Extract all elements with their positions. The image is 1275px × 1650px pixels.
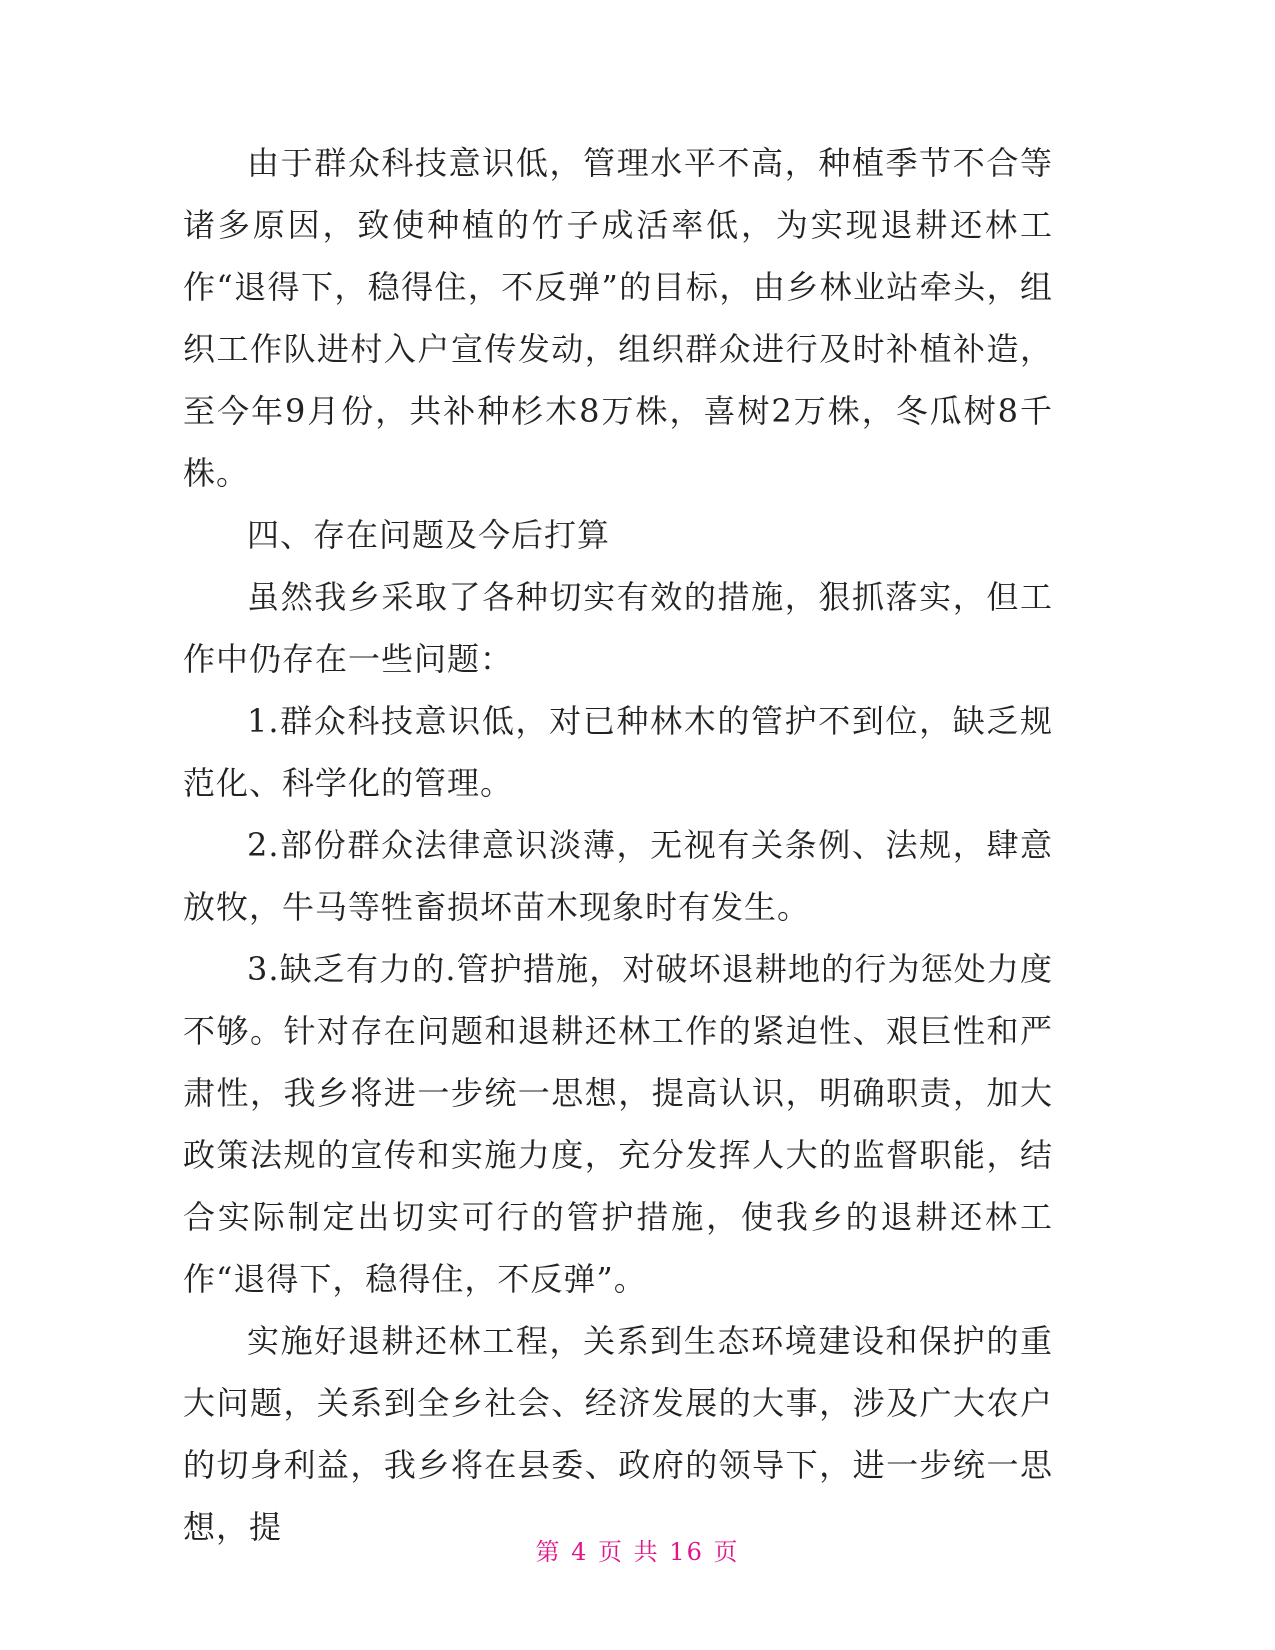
list-item-problem-3: 3.缺乏有力的.管护措施，对破坏退耕地的行为惩处力度不够。针对存在问题和退耕还林工作的紧迫性、艰巨性和严肃性，我乡将进一步统一思想，提高认识，明确职责，加大政策法规的宣传和实施力度，充分发挥人大的监督职能，结合实际制定出切实可行的管护措施，使我乡的退耕还林工作“退得下，稳得住，不反弹”。 — [183, 950, 1053, 1298]
document-body — [183, 132, 1053, 1558]
paragraph-problems-intro: 虽然我乡采取了各种切实有效的措施，狠抓落实，但工作中仍存在一些问题： — [183, 578, 1053, 678]
paragraph-conclusion: 实施好退耕还林工程，关系到生态环境建设和保护的重大问题，关系到全乡社会、经济发展的大事，涉及广大农户的切身利益，我乡将在县委、政府的领导下，进一步统一思想，提 — [183, 1322, 1053, 1546]
list-item-problem-1: 1.群众科技意识低，对已种林木的管护不到位，缺乏规范化、科学化的管理。 — [183, 702, 1053, 802]
paragraph-replanting: 由于群众科技意识低，管理水平不高，种植季节不合等诸多原因，致使种植的竹子成活率低，为实现退耕还林工作“退得下，稳得住，不反弹”的目标，由乡林业站牵头，组织工作队进村入户宣传发动，组织群众进行及时补植补造，至今年9月份，共补种杉木8万株，喜树2万株，冬瓜树8千株。 — [183, 144, 1053, 492]
section-heading-problems: 四、存在问题及今后打算 — [247, 516, 611, 554]
list-item-problem-2: 2.部份群众法律意识淡薄，无视有关条例、法规，肆意放牧，牛马等牲畜损坏苗木现象时有发生。 — [183, 826, 1053, 926]
page-number-footer: 第 4 页 共 16 页 — [535, 1538, 740, 1566]
